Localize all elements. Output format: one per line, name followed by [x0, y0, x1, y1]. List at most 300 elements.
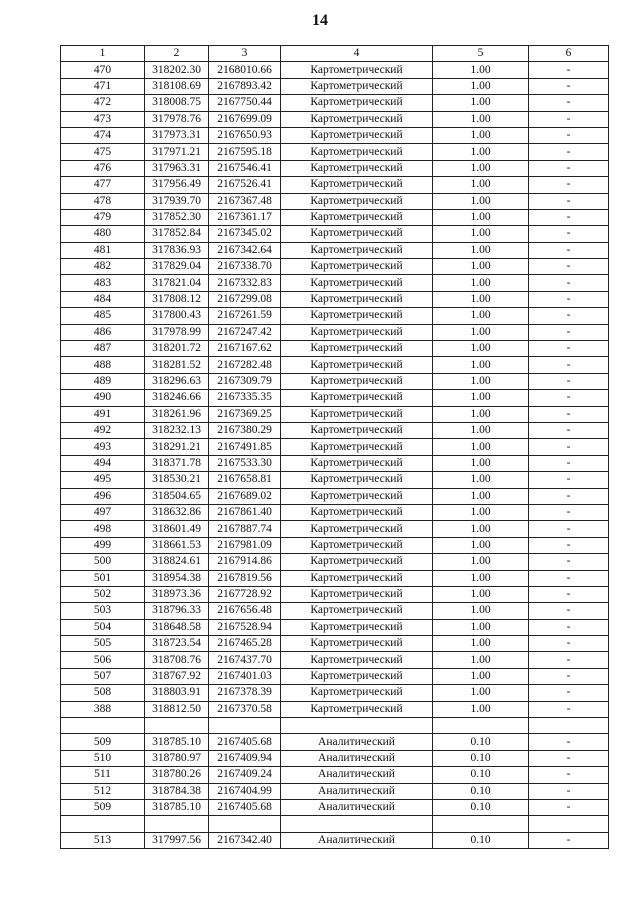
table-row	[61, 127, 609, 143]
table-cell: 1.00	[433, 341, 529, 357]
table-body	[61, 62, 609, 849]
table-cell	[145, 816, 209, 832]
table-cell: 510	[61, 750, 145, 766]
table-cell: -	[529, 767, 609, 783]
table-cell: 317978.76	[145, 111, 209, 127]
table-cell: 0.10	[433, 783, 529, 799]
table-cell: 2167338.70	[209, 259, 281, 275]
table-cell: 317829.04	[145, 259, 209, 275]
table-cell	[281, 718, 433, 734]
table-cell: Картометрический	[281, 603, 433, 619]
table-cell: -	[529, 341, 609, 357]
table-row	[61, 357, 609, 373]
table-cell: 317956.49	[145, 177, 209, 193]
table-cell: Картометрический	[281, 406, 433, 422]
table-cell: Картометрический	[281, 209, 433, 225]
table-cell: 318812.50	[145, 701, 209, 717]
table-cell: 318296.63	[145, 373, 209, 389]
table-row	[61, 308, 609, 324]
table-row	[61, 799, 609, 815]
table-cell: 318780.26	[145, 767, 209, 783]
table-cell: Картометрический	[281, 521, 433, 537]
table-row	[61, 177, 609, 193]
table-cell: 2167914.86	[209, 554, 281, 570]
table-cell: 495	[61, 472, 145, 488]
table-cell: Картометрический	[281, 242, 433, 258]
table-cell: -	[529, 636, 609, 652]
table-cell: 488	[61, 357, 145, 373]
table-cell: 498	[61, 521, 145, 537]
table-cell: 2167981.09	[209, 537, 281, 553]
table-cell: 512	[61, 783, 145, 799]
table-cell: 2167247.42	[209, 324, 281, 340]
table-cell: Картометрический	[281, 636, 433, 652]
header-cell: 5	[433, 46, 529, 62]
table-cell: Картометрический	[281, 357, 433, 373]
table-cell: -	[529, 799, 609, 815]
table-cell: 504	[61, 619, 145, 635]
table-cell: 491	[61, 406, 145, 422]
table-cell	[529, 718, 609, 734]
table-cell	[281, 816, 433, 832]
table-cell: 1.00	[433, 111, 529, 127]
table-cell: 1.00	[433, 62, 529, 78]
table-cell: 471	[61, 78, 145, 94]
table-cell: 0.10	[433, 832, 529, 848]
table-cell: 318371.78	[145, 455, 209, 471]
table-cell: 2167658.81	[209, 472, 281, 488]
table-cell: 2167361.17	[209, 209, 281, 225]
table-cell	[61, 816, 145, 832]
table-cell: 1.00	[433, 472, 529, 488]
table-row	[61, 685, 609, 701]
table-cell: 2167437.70	[209, 652, 281, 668]
header-cell: 2	[145, 46, 209, 62]
table-cell: 506	[61, 652, 145, 668]
table-cell: 2167699.09	[209, 111, 281, 127]
table-row	[61, 570, 609, 586]
table-cell: 475	[61, 144, 145, 160]
table-row	[61, 554, 609, 570]
table-cell: 478	[61, 193, 145, 209]
table-cell: 2167380.29	[209, 422, 281, 438]
table-cell: 1.00	[433, 652, 529, 668]
table-cell: Картометрический	[281, 111, 433, 127]
table-cell: Картометрический	[281, 127, 433, 143]
table-cell: 480	[61, 226, 145, 242]
table-cell: -	[529, 832, 609, 848]
table-cell: Картометрический	[281, 291, 433, 307]
table-cell: 2167404.99	[209, 783, 281, 799]
table-row	[61, 455, 609, 471]
table-cell: 317808.12	[145, 291, 209, 307]
table-cell: Картометрический	[281, 570, 433, 586]
table-cell: 2167309.79	[209, 373, 281, 389]
table-cell: 318504.65	[145, 488, 209, 504]
table-cell: Картометрический	[281, 177, 433, 193]
table-cell: 2167750.44	[209, 95, 281, 111]
table-cell: 2167299.08	[209, 291, 281, 307]
table-row	[61, 668, 609, 684]
table-cell: 318708.76	[145, 652, 209, 668]
table-row	[61, 636, 609, 652]
table-cell: -	[529, 570, 609, 586]
table-cell	[145, 718, 209, 734]
table-row	[61, 259, 609, 275]
table-cell: 472	[61, 95, 145, 111]
table-cell: 318784.38	[145, 783, 209, 799]
table-cell: Аналитический	[281, 767, 433, 783]
table-cell: 0.10	[433, 767, 529, 783]
table-cell: 2167342.40	[209, 832, 281, 848]
table-cell: -	[529, 324, 609, 340]
table-cell: 2167533.30	[209, 455, 281, 471]
table-cell: 1.00	[433, 193, 529, 209]
table-cell: 318796.33	[145, 603, 209, 619]
table-cell: Картометрический	[281, 439, 433, 455]
table-cell: 318803.91	[145, 685, 209, 701]
table-cell: -	[529, 783, 609, 799]
table-cell: 1.00	[433, 144, 529, 160]
table-cell: Картометрический	[281, 193, 433, 209]
table-cell: 2167345.02	[209, 226, 281, 242]
table-row	[61, 291, 609, 307]
table-cell: 1.00	[433, 619, 529, 635]
table-cell: 318785.10	[145, 799, 209, 815]
table-cell: 505	[61, 636, 145, 652]
table-cell: 2167282.48	[209, 357, 281, 373]
table-cell: 317836.93	[145, 242, 209, 258]
table-cell: 318632.86	[145, 504, 209, 520]
table-cell: 1.00	[433, 701, 529, 717]
table-cell: 486	[61, 324, 145, 340]
table-cell: Картометрический	[281, 144, 433, 160]
table-cell: Картометрический	[281, 455, 433, 471]
table-cell: 318723.54	[145, 636, 209, 652]
coordinates-table	[60, 45, 609, 849]
table-cell: 513	[61, 832, 145, 848]
table-row	[61, 537, 609, 553]
table-cell: 2167261.59	[209, 308, 281, 324]
table-cell: Картометрический	[281, 685, 433, 701]
table-cell: 509	[61, 799, 145, 815]
table-cell: -	[529, 209, 609, 225]
table-cell: Аналитический	[281, 734, 433, 750]
table-cell: -	[529, 750, 609, 766]
table-cell: Картометрический	[281, 554, 433, 570]
table-cell: 2168010.66	[209, 62, 281, 78]
table-row	[61, 341, 609, 357]
table-cell: 2167370.58	[209, 701, 281, 717]
table-cell	[209, 718, 281, 734]
table-row	[61, 701, 609, 717]
table-cell: 1.00	[433, 390, 529, 406]
table-cell: 2167465.28	[209, 636, 281, 652]
table-cell: 509	[61, 734, 145, 750]
table-cell: 508	[61, 685, 145, 701]
table-cell: -	[529, 291, 609, 307]
table-cell: 1.00	[433, 603, 529, 619]
table-cell: 317821.04	[145, 275, 209, 291]
table-row	[61, 406, 609, 422]
table-cell: 318661.53	[145, 537, 209, 553]
table-cell: 388	[61, 701, 145, 717]
table-row	[61, 226, 609, 242]
table-cell: 2167595.18	[209, 144, 281, 160]
table-cell: Картометрический	[281, 341, 433, 357]
table-cell: 493	[61, 439, 145, 455]
table-cell: 2167409.24	[209, 767, 281, 783]
table-cell: 1.00	[433, 668, 529, 684]
table-cell: 318530.21	[145, 472, 209, 488]
table-cell: 2167405.68	[209, 799, 281, 815]
table-cell: -	[529, 504, 609, 520]
table-cell: 318246.66	[145, 390, 209, 406]
table-cell: 2167342.64	[209, 242, 281, 258]
header-cell: 4	[281, 46, 433, 62]
table-cell: 490	[61, 390, 145, 406]
table-cell: 318201.72	[145, 341, 209, 357]
table-cell: Картометрический	[281, 160, 433, 176]
table-cell: 2167546.41	[209, 160, 281, 176]
table-cell: Картометрический	[281, 62, 433, 78]
table-cell: 2167167.62	[209, 341, 281, 357]
table-cell: Картометрический	[281, 78, 433, 94]
table-cell: -	[529, 668, 609, 684]
table-cell: 511	[61, 767, 145, 783]
table-cell: 2167401.03	[209, 668, 281, 684]
table-cell: 1.00	[433, 373, 529, 389]
table-cell: 1.00	[433, 95, 529, 111]
table-row	[61, 750, 609, 766]
table-cell: 318648.58	[145, 619, 209, 635]
table-cell: 2167650.93	[209, 127, 281, 143]
table-row	[61, 521, 609, 537]
table-cell: 1.00	[433, 504, 529, 520]
table-header-row	[61, 46, 609, 62]
table-row	[61, 209, 609, 225]
table-row	[61, 832, 609, 848]
table-cell: 1.00	[433, 78, 529, 94]
table-row	[61, 586, 609, 602]
table-row	[61, 734, 609, 750]
table-cell: Картометрический	[281, 488, 433, 504]
table-cell: Картометрический	[281, 701, 433, 717]
table-cell: 318232.13	[145, 422, 209, 438]
table-cell: 2167526.41	[209, 177, 281, 193]
table-cell: 317800.43	[145, 308, 209, 324]
table-cell: 317852.84	[145, 226, 209, 242]
table-row	[61, 78, 609, 94]
table-cell: 1.00	[433, 537, 529, 553]
table-cell: 1.00	[433, 570, 529, 586]
table-cell	[433, 718, 529, 734]
table-row	[61, 111, 609, 127]
table-cell: -	[529, 734, 609, 750]
table-cell: 503	[61, 603, 145, 619]
table-cell: Картометрический	[281, 619, 433, 635]
table-cell: Картометрический	[281, 472, 433, 488]
table-cell: 499	[61, 537, 145, 553]
table-cell: 318108.69	[145, 78, 209, 94]
table-cell: 1.00	[433, 308, 529, 324]
table-row	[61, 783, 609, 799]
table-cell: 2167887.74	[209, 521, 281, 537]
table-cell: Картометрический	[281, 668, 433, 684]
table-cell: 497	[61, 504, 145, 520]
table-cell: Картометрический	[281, 390, 433, 406]
table-cell: 0.10	[433, 734, 529, 750]
table-cell: 1.00	[433, 160, 529, 176]
table-cell: 317939.70	[145, 193, 209, 209]
table-cell: 2167656.48	[209, 603, 281, 619]
table-cell: Картометрический	[281, 308, 433, 324]
table-cell: 318601.49	[145, 521, 209, 537]
table-cell: -	[529, 95, 609, 111]
table-row	[61, 373, 609, 389]
table-cell: -	[529, 308, 609, 324]
table-cell: 318008.75	[145, 95, 209, 111]
table-cell: -	[529, 439, 609, 455]
table-row	[61, 718, 609, 734]
header-cell: 1	[61, 46, 145, 62]
table-cell: 1.00	[433, 521, 529, 537]
table-cell: Картометрический	[281, 259, 433, 275]
table-cell: -	[529, 586, 609, 602]
table-cell: 1.00	[433, 488, 529, 504]
table-cell: Картометрический	[281, 652, 433, 668]
table-cell: -	[529, 275, 609, 291]
table-cell: 507	[61, 668, 145, 684]
table-cell: 318281.52	[145, 357, 209, 373]
table-cell: Картометрический	[281, 537, 433, 553]
table-cell: 2167861.40	[209, 504, 281, 520]
table-cell: 318291.21	[145, 439, 209, 455]
table-cell: -	[529, 652, 609, 668]
table-cell: -	[529, 357, 609, 373]
table-cell: 496	[61, 488, 145, 504]
table-cell: 494	[61, 455, 145, 471]
table-cell: 2167528.94	[209, 619, 281, 635]
table-cell: 318973.36	[145, 586, 209, 602]
table-cell: 1.00	[433, 242, 529, 258]
table-cell: -	[529, 521, 609, 537]
table-cell: Картометрический	[281, 324, 433, 340]
table-row	[61, 193, 609, 209]
table-cell: -	[529, 373, 609, 389]
table-cell: 0.10	[433, 799, 529, 815]
table-cell: 1.00	[433, 127, 529, 143]
table-cell: 317978.99	[145, 324, 209, 340]
table-cell: -	[529, 455, 609, 471]
table-cell: 1.00	[433, 636, 529, 652]
table-cell: 318780.97	[145, 750, 209, 766]
table-cell: Аналитический	[281, 799, 433, 815]
table-row	[61, 767, 609, 783]
table-cell: 318767.92	[145, 668, 209, 684]
table-cell: Картометрический	[281, 422, 433, 438]
table-cell: 318824.61	[145, 554, 209, 570]
table-row	[61, 472, 609, 488]
table-cell: 1.00	[433, 439, 529, 455]
header-cell: 6	[529, 46, 609, 62]
table-cell: Аналитический	[281, 783, 433, 799]
header-cell: 3	[209, 46, 281, 62]
table-cell: -	[529, 111, 609, 127]
table-cell: 2167409.94	[209, 750, 281, 766]
table-row	[61, 619, 609, 635]
table-cell: 487	[61, 341, 145, 357]
table-cell: 470	[61, 62, 145, 78]
table-cell: -	[529, 472, 609, 488]
table-cell: -	[529, 685, 609, 701]
table-row	[61, 439, 609, 455]
table-cell: 1.00	[433, 406, 529, 422]
table-cell: 0.10	[433, 750, 529, 766]
table-cell: -	[529, 390, 609, 406]
table-cell: 1.00	[433, 455, 529, 471]
table-cell: -	[529, 242, 609, 258]
table-cell: 2167335.35	[209, 390, 281, 406]
page-number: 14	[312, 12, 328, 29]
table-cell: Аналитический	[281, 832, 433, 848]
table-cell	[529, 816, 609, 832]
table-cell: 2167491.85	[209, 439, 281, 455]
table-cell: 489	[61, 373, 145, 389]
table-row	[61, 422, 609, 438]
table-cell: 2167819.56	[209, 570, 281, 586]
table-cell: 492	[61, 422, 145, 438]
table-cell: 1.00	[433, 275, 529, 291]
table-cell: -	[529, 488, 609, 504]
table-cell: 317973.31	[145, 127, 209, 143]
table-cell: 2167689.02	[209, 488, 281, 504]
table-row	[61, 275, 609, 291]
table-cell: 2167728.92	[209, 586, 281, 602]
table-cell: 318202.30	[145, 62, 209, 78]
table-cell: 474	[61, 127, 145, 143]
table-cell: 1.00	[433, 259, 529, 275]
table-cell: 1.00	[433, 554, 529, 570]
table-cell: 317852.30	[145, 209, 209, 225]
table-cell: Картометрический	[281, 275, 433, 291]
table-cell: 2167369.25	[209, 406, 281, 422]
table-row	[61, 144, 609, 160]
table-cell: 479	[61, 209, 145, 225]
table-cell: -	[529, 62, 609, 78]
table-cell: 481	[61, 242, 145, 258]
table-cell: -	[529, 406, 609, 422]
table-cell: Картометрический	[281, 226, 433, 242]
table-cell: 500	[61, 554, 145, 570]
table-row	[61, 816, 609, 832]
table-cell: 501	[61, 570, 145, 586]
table-cell: Картометрический	[281, 95, 433, 111]
table-cell: 318261.96	[145, 406, 209, 422]
table-cell: 2167893.42	[209, 78, 281, 94]
table-cell: -	[529, 554, 609, 570]
table-cell: -	[529, 226, 609, 242]
table-row	[61, 62, 609, 78]
table-cell: 317997.56	[145, 832, 209, 848]
table-cell: Картометрический	[281, 504, 433, 520]
table-cell: Картометрический	[281, 373, 433, 389]
table-cell: -	[529, 422, 609, 438]
table-cell: 1.00	[433, 357, 529, 373]
table-cell: 2167405.68	[209, 734, 281, 750]
table-cell: 317963.31	[145, 160, 209, 176]
table-cell: -	[529, 144, 609, 160]
